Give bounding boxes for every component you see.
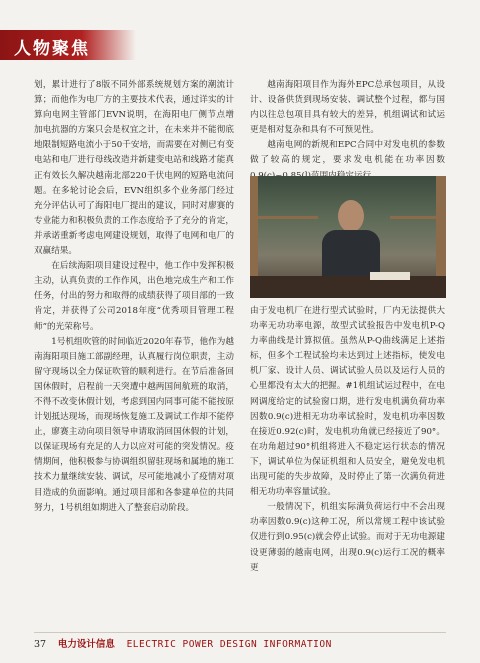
magazine-name: 电力设计信息 <box>57 639 115 650</box>
paragraph: 越南电网的新规和EPC合同中对发电机的参数做了较高的规定，要求发电机能在功率因数 <box>250 140 445 166</box>
left-column <box>34 78 234 516</box>
paragraph: 越南海阳项目作为海外EPC总承包项目，从设计、设备供货到现场安装、调试整个过程，都与国内以往总包项目具有较大的差异，机组调试和试运更是相对复杂和具有不可预见性。 <box>250 80 445 136</box>
paragraph: 一般情况下，机组实际满负荷运行中不会出现功率因数0.9(c)这种工况，所以常规工程中该试验仅进行到0.95(c)就会停止试验。而对于无功电源建设更薄弱的越南电网，出现0.9(c)运行工况的概率更 <box>250 502 445 573</box>
paragraph: 由于发电机厂在进行型式试验时，厂内无法提供大功率无功功率电源，故型式试验报告中发电机P-Q力率曲线是计算拟值。虽然从P-Q曲线满足上述指标，但多个工程试验均未达到过上述指标，使发电机厂家、设计人员、调试试验人员以及运行人员的心里都没有太大的把握。#1机组试运过程中，在电网调度给定的试验窗口期，进行发电机满负荷功率因数0.9(c)进相无功功率试验时，发电机功率因数在接近0.92(c)时，发电机功角就已经接近了90°。在功角超过90°机组将进入不稳定运行状态的情况下，调试单位为保证机组和人员安全，避免发电机出现可能的失步故障，及时停止了第一次满负荷进相无功功率容量试验。 <box>250 306 445 498</box>
portrait-photo <box>250 176 446 298</box>
paragraph: 在后续海阳项目建设过程中，他工作中发挥积极主动，认真负责的工作作风，出色地完成生产和工作任务，付出的努力和取得的成绩获得了项目部的一致肯定，并获得了公司2018年度“优秀项目管理工程师”的光荣称号。 <box>34 261 234 332</box>
footer-divider <box>34 632 446 633</box>
paragraph: 1号机组吹管的时间临近2020年春节，他作为越南海阳项目施工部副经理，认真履行岗位职责，主动留守现场以全力保证吹管的顺利进行。在节后准备回国休假时，启程前一天突遭中越两国间航班的取消，不得不改变休假计划，考虑到国内同事可能不能按原计划抵达现场，而现场恢复施工及调试工作却不能停止，廖赛主动向项目领导申请取消回国休假的计划，以保证现场有充足的人力以应对可能的突发情况。疫情期间，他积极参与协调组织留驻现场和属地的施工技术力量继续安装、调试，尽可能地减小了疫情对项目造成的负面影响。通过项目部和各参建单位的共同努力，1号机组如期进入了整套启动阶段。 <box>34 336 234 513</box>
section-banner <box>0 30 136 60</box>
right-column-top <box>250 78 445 184</box>
section-title: 人物聚焦 <box>14 39 90 59</box>
page-footer <box>34 636 332 650</box>
magazine-name-en: ELECTRIC POWER DESIGN INFORMATION <box>126 639 332 650</box>
right-column-bottom <box>250 304 445 576</box>
page-number: 37 <box>34 639 47 650</box>
paragraph: 划，累计进行了8版不同外部系统规划方案的潮流计算；而他作为电厂方的主要技术代表，通过详实的计算向电网主管部门EVN说明，在海阳电厂侧节点增加电抗器的方案只会是权宜之计，在未来并不能彻底地限制短路电流小于50千安培，而需要在对侧已有变电站和电厂进行母线改造并新建变电站和线路才能真正有效长久解决越南北部220千伏电网的短路电流问题。在多轮讨论会后，EVN组织多个业务部门经过充分评估认可了海阳电厂提出的建议，同时对廖赛的专业能力和积极负责的工作态度给予了充分的肯定，并承诺重新考虑电网建设规划，取得了电网和电厂的双赢结果。 <box>34 80 234 257</box>
